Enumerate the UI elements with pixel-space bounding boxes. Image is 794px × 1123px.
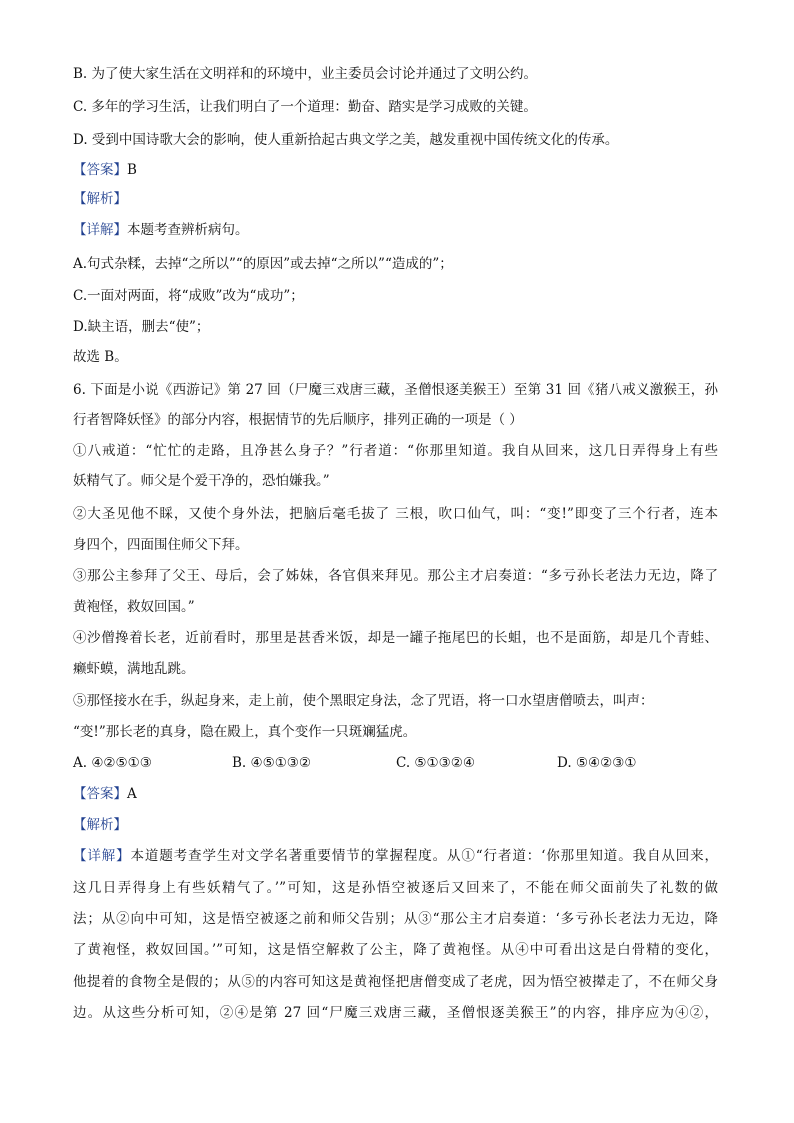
q6-stem-line-1: 6. 下面是小说《西游记》第 27 回（尸魔三戏唐三藏，圣僧恨逐美猴王）至第 31 回《猪八戒义激猴王，孙 <box>73 382 718 398</box>
analysis-label: 【解析】 <box>73 817 127 833</box>
detail-text: 本题考查辨析病句。 <box>127 222 249 238</box>
q6-item-5-line-1: ⑤那怪接水在手，纵起身来，走上前，使个黑眼定身法，念了咒语，将一口水望唐僧喷去，叫声： <box>73 693 654 709</box>
q6-stem-line-2: 行者智降妖怪》的部分内容，根据情节的先后顺序，排列正确的一项是（ ） <box>73 412 523 428</box>
q6-item-4-line-1: ④沙僧搀着长老，近前看时，那里是甚香米饭，却是一罐子拖尾巴的长蛆，也不是面筋，却是几个青蛙、 <box>73 630 718 646</box>
q5-point-d: D.缺主语，删去“使”； <box>73 319 210 335</box>
q6-detail-line-6: 边。从这些分析可知，②④是第 27 回“尸魔三戏唐三藏，圣僧恨逐美猴王”的内容，排序应为④②， <box>73 1005 718 1021</box>
q6-item-4-line-2: 癞虾蟆，满地乱跳。 <box>73 661 195 677</box>
q5-answer <box>73 160 137 180</box>
q6-detail-line-3: 法；从②向中可知，这是悟空被逐之前和师父告别；从③“那公主才启奏道：‘多亏孙长老法力无边，降 <box>73 911 718 927</box>
q6-option-a: A. ④②⑤①③ <box>73 755 152 771</box>
q6-option-c: C. ⑤①③②④ <box>396 755 475 771</box>
q6-item-2-line-1: ②大圣见他不睬，又使个身外法，把脑后毫毛拔了 三根，吹口仙气，叫：“变!”即变了三个行者，连本 <box>73 506 718 522</box>
q6-item-3-line-1: ③那公主参拜了父王、母后，会了姊妹，各官俱来拜见。那公主才启奏道：“多亏孙长老法力无边，降了 <box>73 568 718 584</box>
q5-point-a: A.句式杂糅，去掉“之所以”“的原因”或去掉“之所以”“造成的”； <box>73 256 453 272</box>
detail-label: 【详解】 <box>73 222 127 238</box>
q5-option-c: C. 多年的学习生活，让我们明白了一个道理：勤奋、踏实是学习成败的关键。 <box>73 99 537 115</box>
q6-detail-line-1 <box>73 846 718 866</box>
q6-item-1-line-2: 妖精气了。师父是个爱干净的，恐怕嫌我。” <box>73 473 330 489</box>
q6-option-d: D. ⑤④②③① <box>557 755 637 771</box>
answer-value: B <box>127 162 137 178</box>
q6-option-b: B. ④⑤①③② <box>232 755 312 771</box>
analysis-label: 【解析】 <box>73 191 127 207</box>
q5-option-d: D. 受到中国诗歌大会的影响，使人重新拾起古典文学之美，越发重视中国传统文化的传承。 <box>73 132 619 148</box>
answer-label: 【答案】 <box>73 786 127 802</box>
q6-detail-line-4: 了黄袍怪，救奴回国。’”可知，这是悟空解救了公主，降了黄袍怪。从④中可看出这是白骨精的变化， <box>73 942 718 958</box>
q6-detail-line-2: 这几日弄得身上有些妖精气了。’”可知，这是孙悟空被逐后又回来了，不能在师父面前失了礼数的做 <box>73 880 718 896</box>
q5-analysis <box>73 189 127 209</box>
q5-detail <box>73 220 249 240</box>
q6-detail-line-5: 他提着的食物全是假的；从⑤的内容可知这是黄袍怪把唐僧变成了老虎，因为悟空被撵走了，不在师父身 <box>73 974 718 990</box>
q6-item-2-line-2: 身四个，四面围住师父下拜。 <box>73 537 249 553</box>
q6-item-5-line-2: “变!”那长老的真身，隐在殿上，真个变作一只斑斓猛虎。 <box>73 724 417 740</box>
q6-item-3-line-2: 黄袍怪，救奴回国。” <box>73 599 195 615</box>
detail-text: 本道题考查学生对文学名著重要情节的掌握程度。从①“行者道：‘你那里知道。我自从回来， <box>130 848 718 864</box>
answer-value: A <box>127 786 137 802</box>
q6-analysis <box>73 815 127 835</box>
q6-answer <box>73 784 137 804</box>
detail-label: 【详解】 <box>73 848 131 864</box>
q6-item-1-line-1: ①八戒道：“忙忙的走路，且净甚么身子？”行者道：“你那里知道。我自从回来，这几日弄得身上有些 <box>73 443 718 459</box>
q5-conclusion: 故选 B。 <box>73 349 128 365</box>
q5-option-b: B. 为了使大家生活在文明祥和的环境中，业主委员会讨论并通过了文明公约。 <box>73 66 538 82</box>
q5-point-c: C.一面对两面，将“成败”改为“成功”； <box>73 288 304 304</box>
answer-label: 【答案】 <box>73 162 127 178</box>
